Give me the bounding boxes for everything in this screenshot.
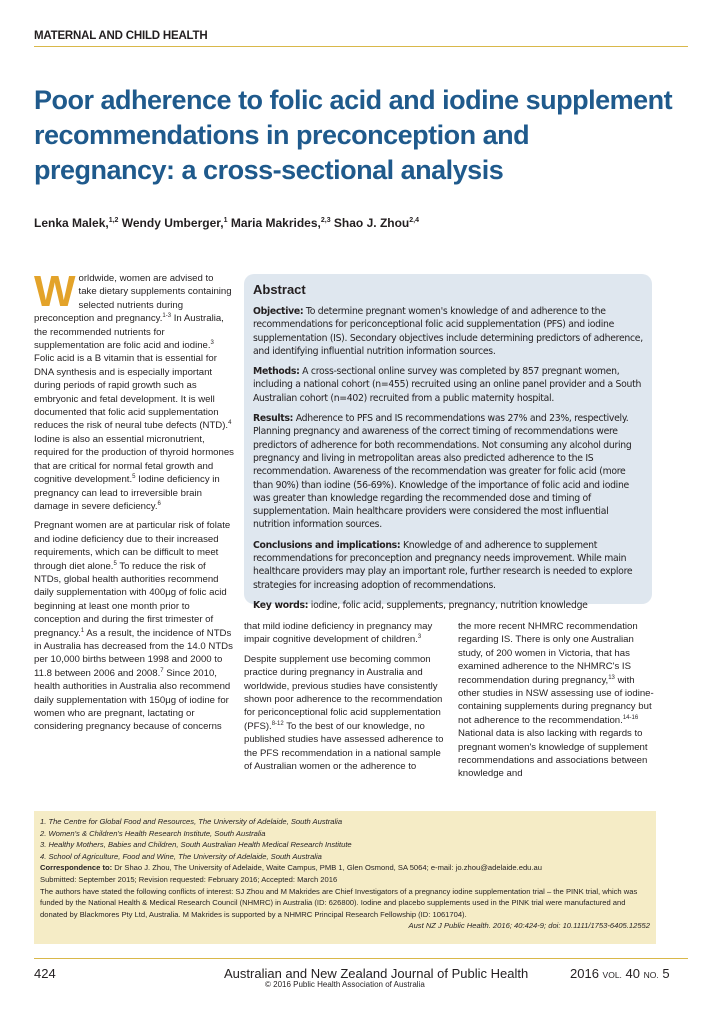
author-affiliation: 1,2 <box>108 217 119 224</box>
abstract-objective: Objective: To determine pregnant women's knowledge of and adherence to the recommendations for periconceptional folic acid supplementation (PFS) and iodine supplementation (IS). Secondary objectives include determining predictors of adherence, and identifying influential nutrition information sources. <box>253 306 643 357</box>
body-paragraph: Despite supplement use becoming common practice during pregnancy in Australia and worldwide, previous studies have consistently shown poor adherence to the recommendation for periconceptional folic acid supplementation (PFS).$^{8-12}$ To the best of our knowledge, no published studies have assessed adherence to the PFS recommendation in a national sample of Australian women or the adherence to <box>244 653 444 773</box>
reference-marker: 5 <box>132 473 136 480</box>
footnote-box <box>34 811 656 944</box>
title-line: recommendations in preconception and <box>34 120 530 150</box>
correspondence: Correspondence to: Dr Shao J. Zhou, The University of Adelaide, Waite Campus, PMB 1, Glen Osmond, SA 5064; e-mail: jo.zhou@adelaide.edu.au <box>40 863 542 873</box>
author-affiliation: 2,3 <box>320 217 331 224</box>
abstract-box <box>244 274 652 611</box>
abstract-methods: Methods: A cross-sectional online survey was completed by 857 pregnant women, including a national cohort (n=455) recruited using an online panel provider and a South Australian cohort (n=402) recruited from a public maternity hospital. <box>253 366 642 404</box>
abstract-results: Results: Adherence to PFS and IS recommendations was 27% and 23%, respectively. Planning pregnancy and awareness of the correct timing of recommendations were predictors of adherence for both recommendations. Not consuming any alcohol during pregnancy and living in metropolitan areas also predicted adherence to the IS recommendation. Awareness of the recommendation was greater for folic acid (more than 90%) than iodine (56-69%). Knowledge of the importance of folic acid and iodine was greater than knowledge regarding the recommended dose and timing of supplementation. Main healthcare providers were considered the most influential nutrition information sources. <box>253 413 632 531</box>
title-line: Poor adherence to folic acid and iodine supplement <box>34 85 673 115</box>
page-number: 424 <box>34 966 56 981</box>
affiliation: 3. Healthy Mothers, Babies and Children, South Australian Health Medical Research Institute <box>40 840 352 850</box>
author-list <box>34 216 419 230</box>
reference-marker: 4 <box>228 420 232 427</box>
reference-marker: 3 <box>417 634 422 641</box>
author-name: Lenka Malek, <box>34 216 109 230</box>
citation: Aust NZ J Public Health. 2016; 40:424-9; doi: 10.1111/1753-6405.12552 <box>408 921 650 931</box>
abstract-keywords: Key words: iodine, folic acid, supplements, pregnancy, nutrition knowledge <box>253 599 588 611</box>
conflicts-of-interest: The authors have stated the following conflicts of interest: SJ Zhou and M Makrides are Chief Investigators of a pregnancy iodine supplementation trial – the PINK trial, which was funded by the National Health & Medical Research Council (NHMRC) in Australia (ID: 626800). Iodine and placebo supplements used in the PINK trial were manufactured and donated by Blackmores Pty Ltd, Australia. M Makrides is supported by a NHMRC Principal Research Fellowship (ID: 1061704). <box>40 886 638 919</box>
body-column-2 <box>244 620 444 779</box>
title-line: pregnancy: a cross-sectional analysis <box>34 155 504 185</box>
author-name: Shao J. Zhou <box>330 216 410 230</box>
reference-marker: 1-3 <box>162 313 172 320</box>
reference-marker: 7 <box>160 667 164 674</box>
header-rule <box>34 46 688 47</box>
section-label: MATERNAL AND CHILD HEALTH <box>34 30 208 42</box>
copyright: © 2016 Public Health Association of Australia <box>265 980 425 989</box>
reference-marker: 5 <box>113 560 117 567</box>
author-affiliation: 1 <box>223 217 228 224</box>
author-name: Wendy Umberger, <box>118 216 224 230</box>
body-paragraph: that mild iodine deficiency in pregnancy may impair cognitive development of children.$^3$ <box>244 621 433 646</box>
body-paragraph: Worldwide, women are advised to take dietary supplements containing selected nutrients during preconception and pregnancy.$^{1-3}$ In Australia, the recommended nutrients for supplementation are folic acid and iodine.$^3$ Folic acid is a B vitamin that is essential for DNA synthesis and is especially important during periods of rapid growth such as embryonic and fetal development. It is well documented that folic acid supplementation reduces the risk of neural tube defects (NTD).$^4$ Iodine is also an essential micronutrient, required for the production of thyroid hormones that are critical for normal fetal growth and cognitive development.$^5$ Iodine deficiency in pregnancy can lead to irreversible brain damage in severe deficiency.$^6$ <box>34 267 234 512</box>
submission-dates: Submitted: September 2015; Revision requested: February 2016; Accepted: March 2016 <box>40 874 338 884</box>
affiliation: 2. Women's & Children's Health Research Institute, South Australia <box>40 828 266 838</box>
affiliation: 4. School of Agriculture, Food and Wine, The University of Adelaide, South Australia <box>40 851 322 861</box>
reference-marker: 13 <box>608 674 615 681</box>
reference-marker: 14-16 <box>622 714 639 721</box>
journal-name: Australian and New Zealand Journal of Public Health <box>224 966 529 981</box>
drop-cap: W <box>34 267 76 316</box>
reference-marker: 1 <box>80 627 85 634</box>
reference-marker: 3 <box>210 339 214 346</box>
body-paragraph: the more recent NHMRC recommendation regarding IS. There is only one Australian study, of 200 women in Victoria, that has examined adherence to the NHMRC's IS recommendation during pregnancy,$^{13}$ with other studies in NSW assessing use of iodine-containing supplements during pregnancy but not adherence to the recommendation.$^{14-16}$ National data is also lacking with regards to pregnant women's knowledge of supplement recommendations and associations between knowledge and <box>458 621 654 780</box>
article-title <box>34 83 694 188</box>
reference-marker: 8-12 <box>271 720 284 727</box>
volume-info: 2016 VOL. 40 NO. 5 <box>570 966 670 981</box>
body-column-1 <box>34 267 234 740</box>
abstract-heading: Abstract <box>253 282 306 297</box>
footer-rule <box>34 958 688 959</box>
author-name: Maria Makrides, <box>227 216 321 230</box>
body-column-3 <box>458 620 658 787</box>
body-paragraph: Pregnant women are at particular risk of folate and iodine deficiency due to their increased requirements, which can be difficult to meet through diet alone.$^5$ To reduce the risk of NTDs, global health authorities recommend daily supplementation with 400μg of folic acid beginning at least one month prior to conception and during the first trimester of pregnancy.$^1$ As a result, the incidence of NTDs in Australia has decreased from the 14.0 NTDs per 10,000 births between 1998 and 2000 to 11.8 between 2006 and 2008.$^7$ Since 2010, health authorities in Australia also recommend daily supplementation with 150μg of iodine for women who are pregnant, lactating or considering pregnancy because of concerns <box>34 520 233 733</box>
author-affiliation: 2,4 <box>409 217 419 224</box>
affiliation: 1. The Centre for Global Food and Resources, The University of Adelaide, South Australia <box>40 817 343 826</box>
abstract-conclusions: Conclusions and implications: Knowledge of and adherence to supplement recommendations for preconception and pregnancy needs improvement. While main healthcare providers may play an important role, further research is needed to explore strategies for increasing adoption of recommendations. <box>253 539 633 591</box>
reference-marker: 6 <box>157 500 161 507</box>
